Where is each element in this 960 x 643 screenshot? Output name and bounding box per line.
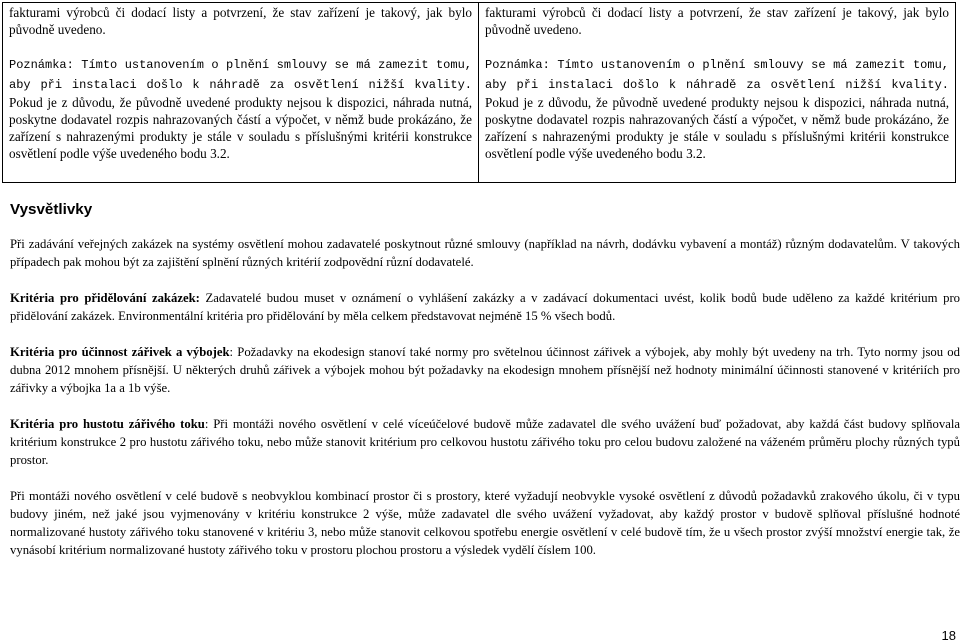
page-number: 18 bbox=[941, 628, 956, 643]
cell-intro: fakturami výrobců či dodací listy a potvrzení, že stav zařízení je takový, jak bylo původně uvedeno. bbox=[9, 5, 472, 38]
paragraph-label: Kritéria pro hustotu zářivého toku bbox=[10, 417, 205, 431]
explanations-body bbox=[10, 235, 960, 577]
paragraph-award-criteria: Kritéria pro přidělování zakázek: Zadavatelé budou muset v oznámení o vyhlášení zakázky a v zadávací dokumentaci uvést, kolik bodů bude uděleno za každé kritérium pro přidělování zakázek. Environmentální kritéria pro přidělování by měla celkem představovat nejméně 15 % všech bodů. bbox=[10, 291, 960, 323]
note-text: Pokud je z důvodu, že původně uvedené produkty nejsou k dispozici, náhrada nutná, poskytne dodavatel rozpis nahrazovaných částí a výpočet, v němž bude prokázáno, že zařízení s nahrazenými produkty je stále v souladu s příslušnými kritérii konstrukce osvětlení podle výše uvedeného bodu 3.2. bbox=[9, 94, 472, 162]
note-label: Poznámka: bbox=[485, 58, 550, 73]
section-heading: Vysvětlivky bbox=[10, 201, 93, 218]
cell-note bbox=[485, 55, 949, 162]
paragraph-label: Kritéria pro účinnost zářivek a výbojek bbox=[10, 345, 230, 359]
note-text: Pokud je z důvodu, že původně uvedené produkty nejsou k dispozici, náhrada nutná, poskytne dodavatel rozpis nahrazovaných částí a výpočet, v němž bude prokázáno, že zařízení s nahrazenými produkty je stále v souladu s příslušnými kritérii konstrukce osvětlení podle výše uvedeného bodu 3.2. bbox=[485, 94, 949, 162]
note-label: Poznámka: bbox=[9, 58, 74, 73]
paragraph-flux-density: Kritéria pro hustotu zářivého toku: Při montáži nového osvětlení v celé víceúčelové budově může zadavatel dle svého uvážení buď požadovat, aby každá část budovy splňovala kritérium konstrukce 2 pro hustotu zářivého toku, nebo může stanovit kritérium pro celkovou hustotu zářivého toku pro celou budovu založené na váženém průměru plochy různých typů prostor. bbox=[10, 417, 960, 467]
table-cell-right bbox=[479, 3, 955, 182]
paragraph-contracts: Při zadávání veřejných zakázek na systémy osvětlení mohou zadavatelé poskytnout různé smlouvy (například na návrh, dodávku vybavení a montáž) různým dodavatelům. V takových případech pak mohou být za zajištění splnění různých kritérií zodpovědní různí dodavatelé. bbox=[10, 237, 960, 269]
criteria-table bbox=[2, 2, 956, 183]
paragraph-label: Kritéria pro přidělování zakázek: bbox=[10, 291, 200, 305]
table-cell-left bbox=[3, 3, 479, 182]
note-text-mono: Tímto ustanovením o plnění smlouvy se má zamezit tomu, aby při instalaci došlo k náhradě za osvětlení nižší kvality. bbox=[9, 58, 472, 92]
note-text-mono: Tímto ustanovením o plnění smlouvy se má zamezit tomu, aby při instalaci došlo k náhradě za osvětlení nižší kvality. bbox=[485, 58, 949, 92]
cell-note bbox=[9, 55, 472, 162]
cell-intro: fakturami výrobců či dodací listy a potvrzení, že stav zařízení je takový, jak bylo původně uvedeno. bbox=[485, 5, 949, 38]
paragraph-lamp-efficiency: Kritéria pro účinnost zářivek a výbojek: Požadavky na ekodesign stanoví také normy pro světelnou účinnost zářivek a výbojek, aby mohly být uvedeny na trh. Tyto normy jsou od dubna 2012 mnohem přísnější. U některých druhů zářivek a výbojek mohou být požadavky na ekodesign mnohem přísnější než hodnoty minimální účinnosti stanovené v kritériích pro zářivky a výbojka 1a a 1b výše. bbox=[10, 345, 960, 395]
paragraph-whole-building: Při montáži nového osvětlení v celé budově s neobvyklou kombinací prostor či s prostory, které vyžadují neobvykle vysoké osvětlení z důvodů požadavků zrakového úkolu, či v typu budovy jiném, než jaké jsou vyjmenovány v kritériu konstrukce 2 výše, může zadavatel dle svého uvážení vyžadovat, aby každý prostor v budově splňoval příslušné hodnoté normalizované hustoty zářivého toku stanovené v kritériu 3, nebo může stanovit celkovou spotřebu energie osvětlení v celé budově tím, že u všech prostor zvýší množství energie tak, že vynásobí kritérium normalizované hustoty zářivého toku v prostoru plochou prostoru a výsledek vydělí číslem 100. bbox=[10, 489, 960, 557]
